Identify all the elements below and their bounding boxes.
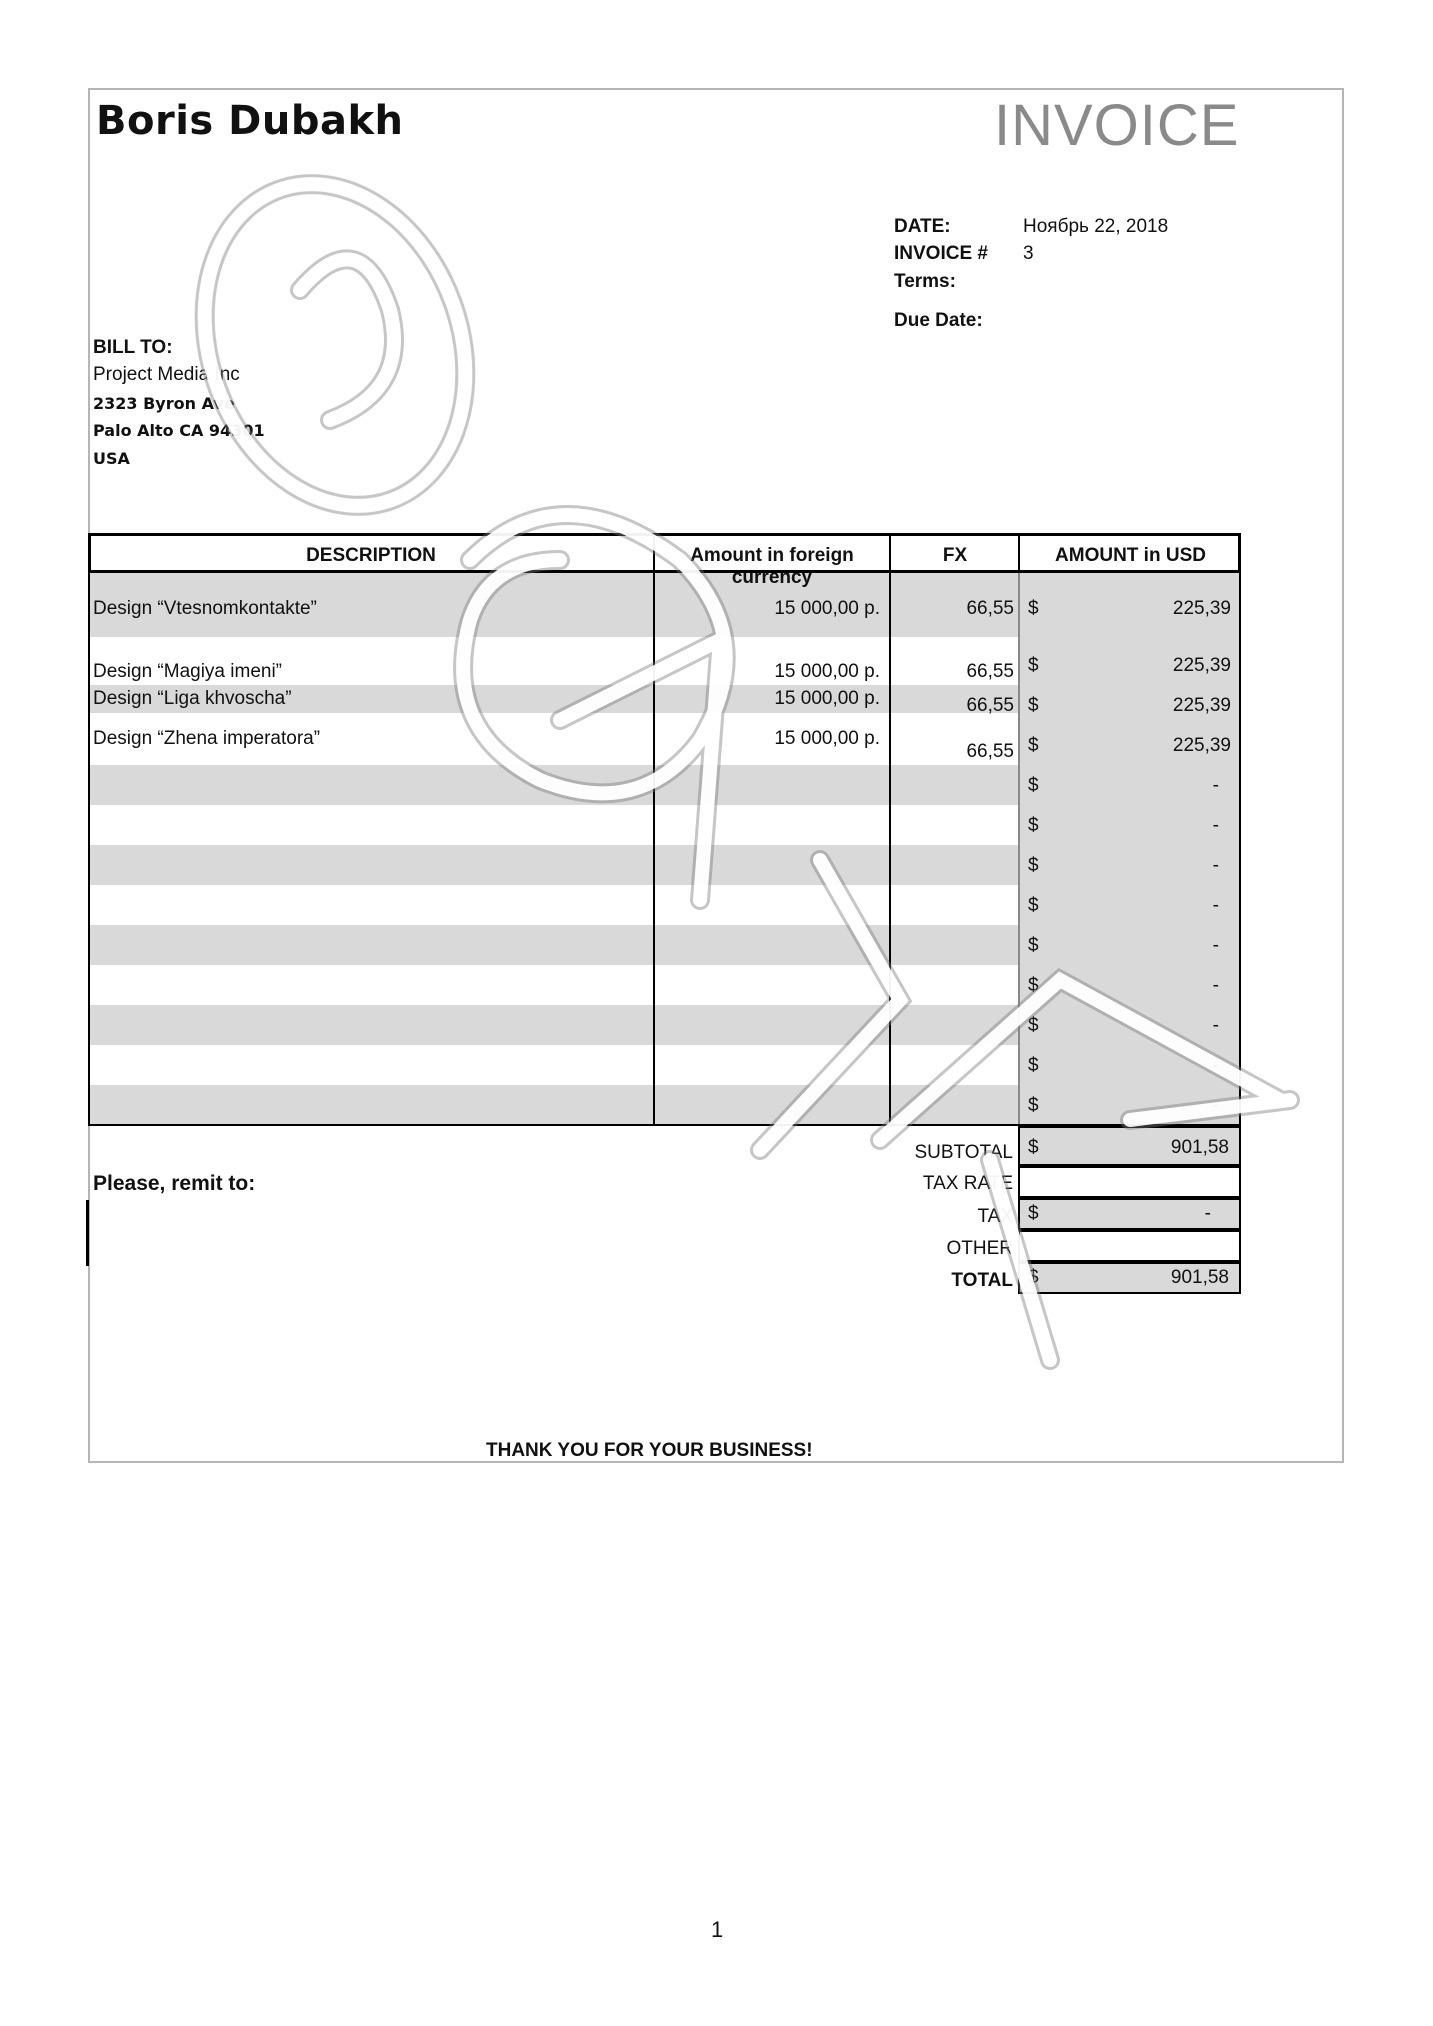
header-foreign-amount: Amount in foreign currency bbox=[690, 545, 854, 588]
item-description: Design “Magiya imeni” bbox=[93, 661, 283, 682]
item-foreign-amount: 15 000,00 р. bbox=[774, 688, 880, 709]
currency-symbol: $ bbox=[1028, 598, 1039, 619]
currency-symbol: $ bbox=[1028, 735, 1039, 756]
date-value: Ноябрь 22, 2018 bbox=[1023, 216, 1169, 237]
currency-symbol: $ bbox=[1028, 1267, 1039, 1288]
currency-symbol: $ bbox=[1028, 815, 1039, 836]
item-foreign-amount: 15 000,00 р. bbox=[774, 661, 880, 682]
item-fx: 66,55 bbox=[966, 695, 1014, 716]
terms-label: Terms: bbox=[894, 271, 956, 292]
date-label: DATE: bbox=[894, 216, 951, 237]
empty-amount: - bbox=[1212, 1055, 1219, 1076]
other-box bbox=[1018, 1230, 1241, 1262]
items-table bbox=[88, 533, 1241, 1126]
company-name: Boris Dubakh bbox=[96, 98, 404, 144]
document-title: INVOICE bbox=[994, 93, 1240, 158]
item-description: Design “Liga khvoscha” bbox=[93, 688, 292, 709]
column-divider bbox=[1018, 533, 1020, 573]
bill-to-label: BILL TO: bbox=[93, 337, 173, 358]
currency-symbol: $ bbox=[1028, 1015, 1039, 1036]
currency-symbol: $ bbox=[1028, 695, 1039, 716]
item-description: Design “Zhena imperatora” bbox=[93, 728, 321, 749]
bill-to-address-line3: USA bbox=[93, 449, 130, 468]
empty-amount: - bbox=[1212, 1015, 1219, 1036]
currency-symbol: $ bbox=[1028, 895, 1039, 916]
bill-to-address-line1: 2323 Byron Ave bbox=[93, 394, 235, 413]
currency-symbol: $ bbox=[1028, 1095, 1039, 1116]
currency-symbol: $ bbox=[1028, 855, 1039, 876]
item-usd-amount: 225,39 bbox=[1172, 598, 1231, 619]
header-description: DESCRIPTION bbox=[306, 545, 436, 566]
empty-amount: - bbox=[1212, 975, 1219, 996]
empty-amount: - bbox=[1212, 815, 1219, 836]
bill-to-name: Project Media Inc bbox=[93, 364, 240, 385]
empty-amount: - bbox=[1212, 855, 1219, 876]
empty-amount: - bbox=[1212, 935, 1219, 956]
invoice-number-label: INVOICE # bbox=[894, 243, 988, 264]
item-description: Design “Vtesnomkontakte” bbox=[93, 598, 317, 619]
header-fx: FX bbox=[942, 545, 968, 566]
currency-symbol: $ bbox=[1028, 1055, 1039, 1076]
tax-box bbox=[1018, 1198, 1241, 1230]
header-usd-amount: AMOUNT in USD bbox=[1055, 545, 1206, 566]
tax-rate-box bbox=[1018, 1166, 1241, 1198]
thank-you-message: THANK YOU FOR YOUR BUSINESS! bbox=[486, 1440, 813, 1461]
tax-rate-label: TAX RATE bbox=[922, 1173, 1013, 1194]
other-label: OTHER bbox=[946, 1238, 1013, 1259]
total-label: TOTAL bbox=[951, 1270, 1013, 1291]
bill-to-address-line2: Palo Alto CA 94301 bbox=[93, 421, 265, 440]
empty-amount: - bbox=[1212, 1095, 1219, 1116]
item-usd-amount: 225,39 bbox=[1172, 655, 1231, 676]
currency-symbol: $ bbox=[1028, 1203, 1039, 1224]
due-date-label: Due Date: bbox=[894, 310, 983, 331]
empty-amount: - bbox=[1212, 895, 1219, 916]
total-value: 901,58 bbox=[1170, 1267, 1229, 1288]
currency-symbol: $ bbox=[1028, 655, 1039, 676]
currency-symbol: $ bbox=[1028, 975, 1039, 996]
item-fx: 66,55 bbox=[966, 598, 1014, 619]
invoice-number-value: 3 bbox=[1023, 243, 1034, 264]
remit-to-label: Please, remit to: bbox=[93, 1172, 256, 1195]
column-divider bbox=[1239, 533, 1241, 1126]
subtotal-value: 901,58 bbox=[1170, 1137, 1229, 1158]
total-box bbox=[1018, 1262, 1241, 1294]
item-fx: 66,55 bbox=[966, 661, 1014, 682]
empty-amount: - bbox=[1212, 775, 1219, 796]
page-number: 1 bbox=[711, 1917, 724, 1942]
currency-symbol: $ bbox=[1028, 935, 1039, 956]
currency-symbol: $ bbox=[1028, 1137, 1039, 1158]
currency-symbol: $ bbox=[1028, 775, 1039, 796]
item-foreign-amount: 15 000,00 р. bbox=[774, 728, 880, 749]
subtotal-box bbox=[1018, 1126, 1241, 1166]
item-foreign-amount: 15 000,00 р. bbox=[774, 598, 880, 619]
column-divider bbox=[1018, 573, 1020, 1126]
column-divider bbox=[889, 533, 891, 1126]
remit-to-marker bbox=[86, 1200, 89, 1266]
subtotal-label: SUBTOTAL bbox=[914, 1142, 1013, 1163]
item-usd-amount: 225,39 bbox=[1172, 735, 1231, 756]
tax-label: TAX bbox=[977, 1206, 1013, 1227]
item-fx: 66,55 bbox=[966, 741, 1014, 762]
column-divider bbox=[653, 533, 655, 1126]
item-usd-amount: 225,39 bbox=[1172, 695, 1231, 716]
tax-value: - bbox=[1204, 1203, 1211, 1224]
